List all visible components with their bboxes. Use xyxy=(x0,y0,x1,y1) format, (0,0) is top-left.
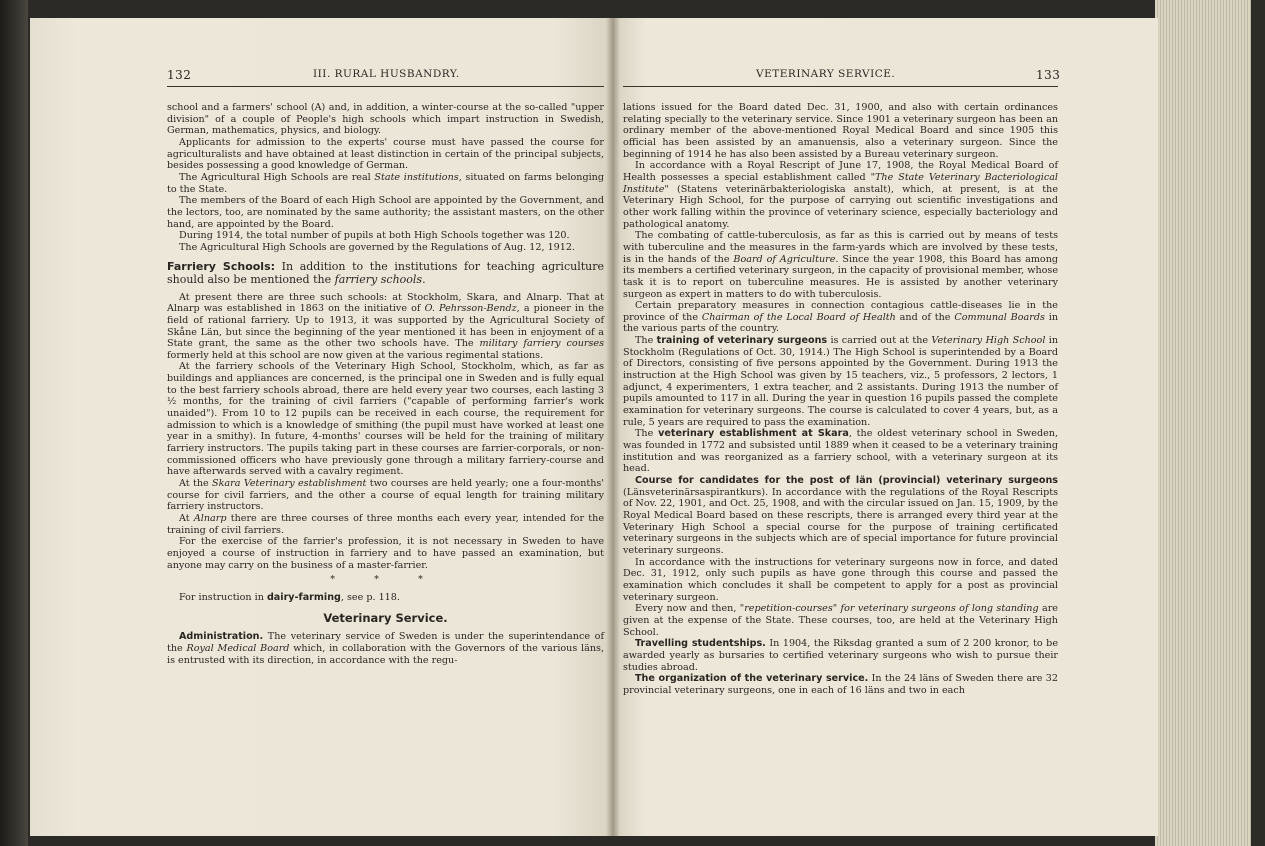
paragraph: The training of veterinary surgeons is carried out at the Veterinary High School in Stockholm (Regulations of Oct. 30, 1914.) The High School is superintended by a Board of Directors, consisting of five persons appointed by the Government. During 1913 the instruction at the High School was given by 15 teachers, viz., 5 professors, 2 lectors, 1 adjunct, 4 experimenters, 1 extra teacher, and 2 assistants. During 1913 the number of pupils amounted to 117 in all. During the year in question 16 pupils passed the complete examination for veterinary surgeons. The course is calculated to cover 4 years, but, as a rule, 5 years are required to pass the examination. xyxy=(623,335,1058,428)
farriery-heading: Farriery Schools: In addition to the institutions for teaching agriculture should also be mentioned the farriery schools. xyxy=(167,259,604,286)
paragraph: The organization of the veterinary service. In the 24 läns of Sweden there are 32 provincial veterinary surgeons, one in each of 16 läns and two in each xyxy=(623,673,1058,696)
page-number: 132 xyxy=(167,68,192,82)
paragraph: For the exercise of the farrier's profession, it is not necessary in Sweden to have enjoyed a course of instruction in farriery and to have passed an examination, but anyone may carry on the business of a master-farrier. xyxy=(167,536,604,571)
running-head: III. RURAL HUSBANDRY. xyxy=(313,68,460,80)
right-body xyxy=(623,102,1058,696)
left-page xyxy=(30,18,613,836)
book-gutter xyxy=(606,18,620,836)
paragraph: In accordance with the instructions for veterinary surgeons now in force, and dated Dec. 31, 1912, only such pupils as have gone through this course and passed the examination which concludes it shall be competent to apply for a post as provincial veterinary surgeon. xyxy=(623,556,1058,603)
paragraph: The members of the Board of each High School are appointed by the Government, and the lectors, too, are nominated by the same authority; the assistant masters, on the other hand, are appointed by the Board. xyxy=(167,195,604,230)
paragraph: The Agricultural High Schools are governed by the Regulations of Aug. 12, 1912. xyxy=(179,241,576,253)
header-rule xyxy=(167,86,604,87)
header-rule xyxy=(623,86,1058,87)
book-cover-left xyxy=(0,0,28,846)
left-body xyxy=(167,102,604,666)
section-title: Veterinary Service. xyxy=(323,610,448,625)
paragraph: Certain preparatory measures in connection contagious cattle-diseases lie in the province of the Chairman of the Local Board of Health and of the Communal Boards in the various parts of the country. xyxy=(623,300,1059,335)
book-cover-right xyxy=(1251,0,1265,846)
paragraph: The Agricultural High Schools are real State institutions, situated on farms belonging to the State. xyxy=(167,171,605,195)
paragraph: In accordance with a Royal Rescript of June 17, 1908, the Royal Medical Board of Health possesses a special establishment called "The State Veterinary Bacteriological Institute" (Statens veterinärbakteriologiska anstalt), which, at present, is at the Veterinary High School, for the purpose of carrying out scientific investigations and other work falling within the province of veterinary science, especially bacteriology and pathological anatomy. xyxy=(623,160,1058,230)
paragraph: Applicants for admission to the experts' course must have passed the course for agriculturalists and have obtained at least distinction in certain of the principal subjects, besides possessing a good knowledge of German. xyxy=(167,136,604,172)
paragraph: At the farriery schools of the Veterinary High School, Stockholm, which, as far as buildings and appliances are concerned, is the principal one in Sweden and is fully equal to the best farriery schools abroad, there are held every year two courses, each lasting 3 ½ months, for the training of civil farriers ("capable of performing farrier's work unaided"). From 10 to 12 pupils can be received in each course, the requirement for admission to which is a knowledge of smithing (the pupil must have worked at least one year in a smithy). In future, 4-months' courses will be held for the training of military farriery instructors. The pupils taking part in these courses are farrier-corporals, or non-commissioned officers who have previously gone through a military farriery-course and have afterwards served with a cavalry regiment. xyxy=(167,361,604,478)
running-head: VETERINARY SERVICE. xyxy=(756,68,896,80)
paragraph: During 1914, the total number of pupils at both High Schools together was 120. xyxy=(179,230,570,242)
paragraph: Administration. The veterinary service of Sweden is under the superintendance of the Royal Medical Board which, in collaboration with the Governors of the various läns, is entrusted with its direction, in accordance with the regu- xyxy=(167,631,604,666)
paragraph: lations issued for the Board dated Dec. 31, 1900, and also with certain ordinances relating specially to the veterinary service. Since 1901 a veterinary surgeon has been an ordinary member of the above-mentioned Royal Medical Board and since 1905 this official has been assisted by an amanuensis, also a veterinary surgeon. Since the beginning of 1914 he has also been assisted by a Bureau veterinary surgeon. xyxy=(623,102,1058,160)
dairy-reference: For instruction in dairy-farming, see p. 118. xyxy=(179,591,400,603)
paragraph: Travelling studentships. In 1904, the Riksdag granted a sum of 2 200 kronor, to be awarded yearly as bursaries to certified veterinary surgeons who wish to pursue their studies abroad. xyxy=(623,638,1058,673)
paragraph: The veterinary establishment at Skara, the oldest veterinary school in Sweden, was founded in 1772 and subsisted until 1889 when it ceased to be a veterinary training institution and was reorganized as a farriery school, with a veterinary surgeon at its head. xyxy=(623,428,1058,475)
right-page xyxy=(613,18,1158,836)
paragraph: school and a farmers' school (A) and, in addition, a winter-course at the so-called "upper division" of a couple of People's high schools which impart instruction in Swedish, German, mathematics, physics, and biology. xyxy=(167,102,604,137)
page-number: 133 xyxy=(1036,68,1061,82)
page-edges xyxy=(1155,0,1265,846)
section-stars: * * * xyxy=(330,574,441,586)
paragraph: Course for candidates for the post of län (provincial) veterinary surgeons (Länsveterinärsaspirantkurs). In accordance with the regulations of the Royal Rescripts of Nov. 22, 1901, and Oct. 25, 1908, and with the circular issued on Jan. 15, 1909, by the Royal Medical Board based on these rescripts, there is arranged every third year at the Veterinary High School a special course for the purpose of training certificated veterinary surgeons in the subjects which are of special importance for future provincial veterinary surgeons. xyxy=(623,475,1058,556)
paragraph: At Alnarp there are three courses of three months each every year, intended for the training of civil farriers. xyxy=(167,513,604,536)
paragraph: The combating of cattle-tuberculosis, as far as this is carried out by means of tests with tuberculine and the measures in the farm-yards which are involved by these tests, is in the hands of the Board of Agriculture. Since the year 1908, this Board has among its members a certified veterinary surgeon, in the capacity of provisional member, whose task it is to report on tuberculine measures. He is assisted by another veterinary surgeon as expert in matters to do with tuberculosis. xyxy=(623,230,1059,300)
paragraph: Every now and then, "repetition-courses" for veterinary surgeons of long standing are given at the expense of the State. These courses, too, are held at the Veterinary High School. xyxy=(623,603,1058,638)
paragraph: At the Skara Veterinary establishment two courses are held yearly; one a four-months' course for civil farriers, and the other a course of equal length for training military farriery instructors. xyxy=(167,478,604,513)
paragraph: At present there are three such schools: at Stockholm, Skara, and Alnarp. That at Alnarp was established in 1863 on the initiative of O. Pehrsson-Bendz, a pioneer in the field of rational farriery. Up to 1913, it was supported by the Agricultural Society of Skåne Län, but since the beginning of the year mentioned it has been in enjoyment of a State grant, the same as the other two schools have. The military farriery courses formerly held at this school are now given at the various regimental stations. xyxy=(167,291,604,361)
